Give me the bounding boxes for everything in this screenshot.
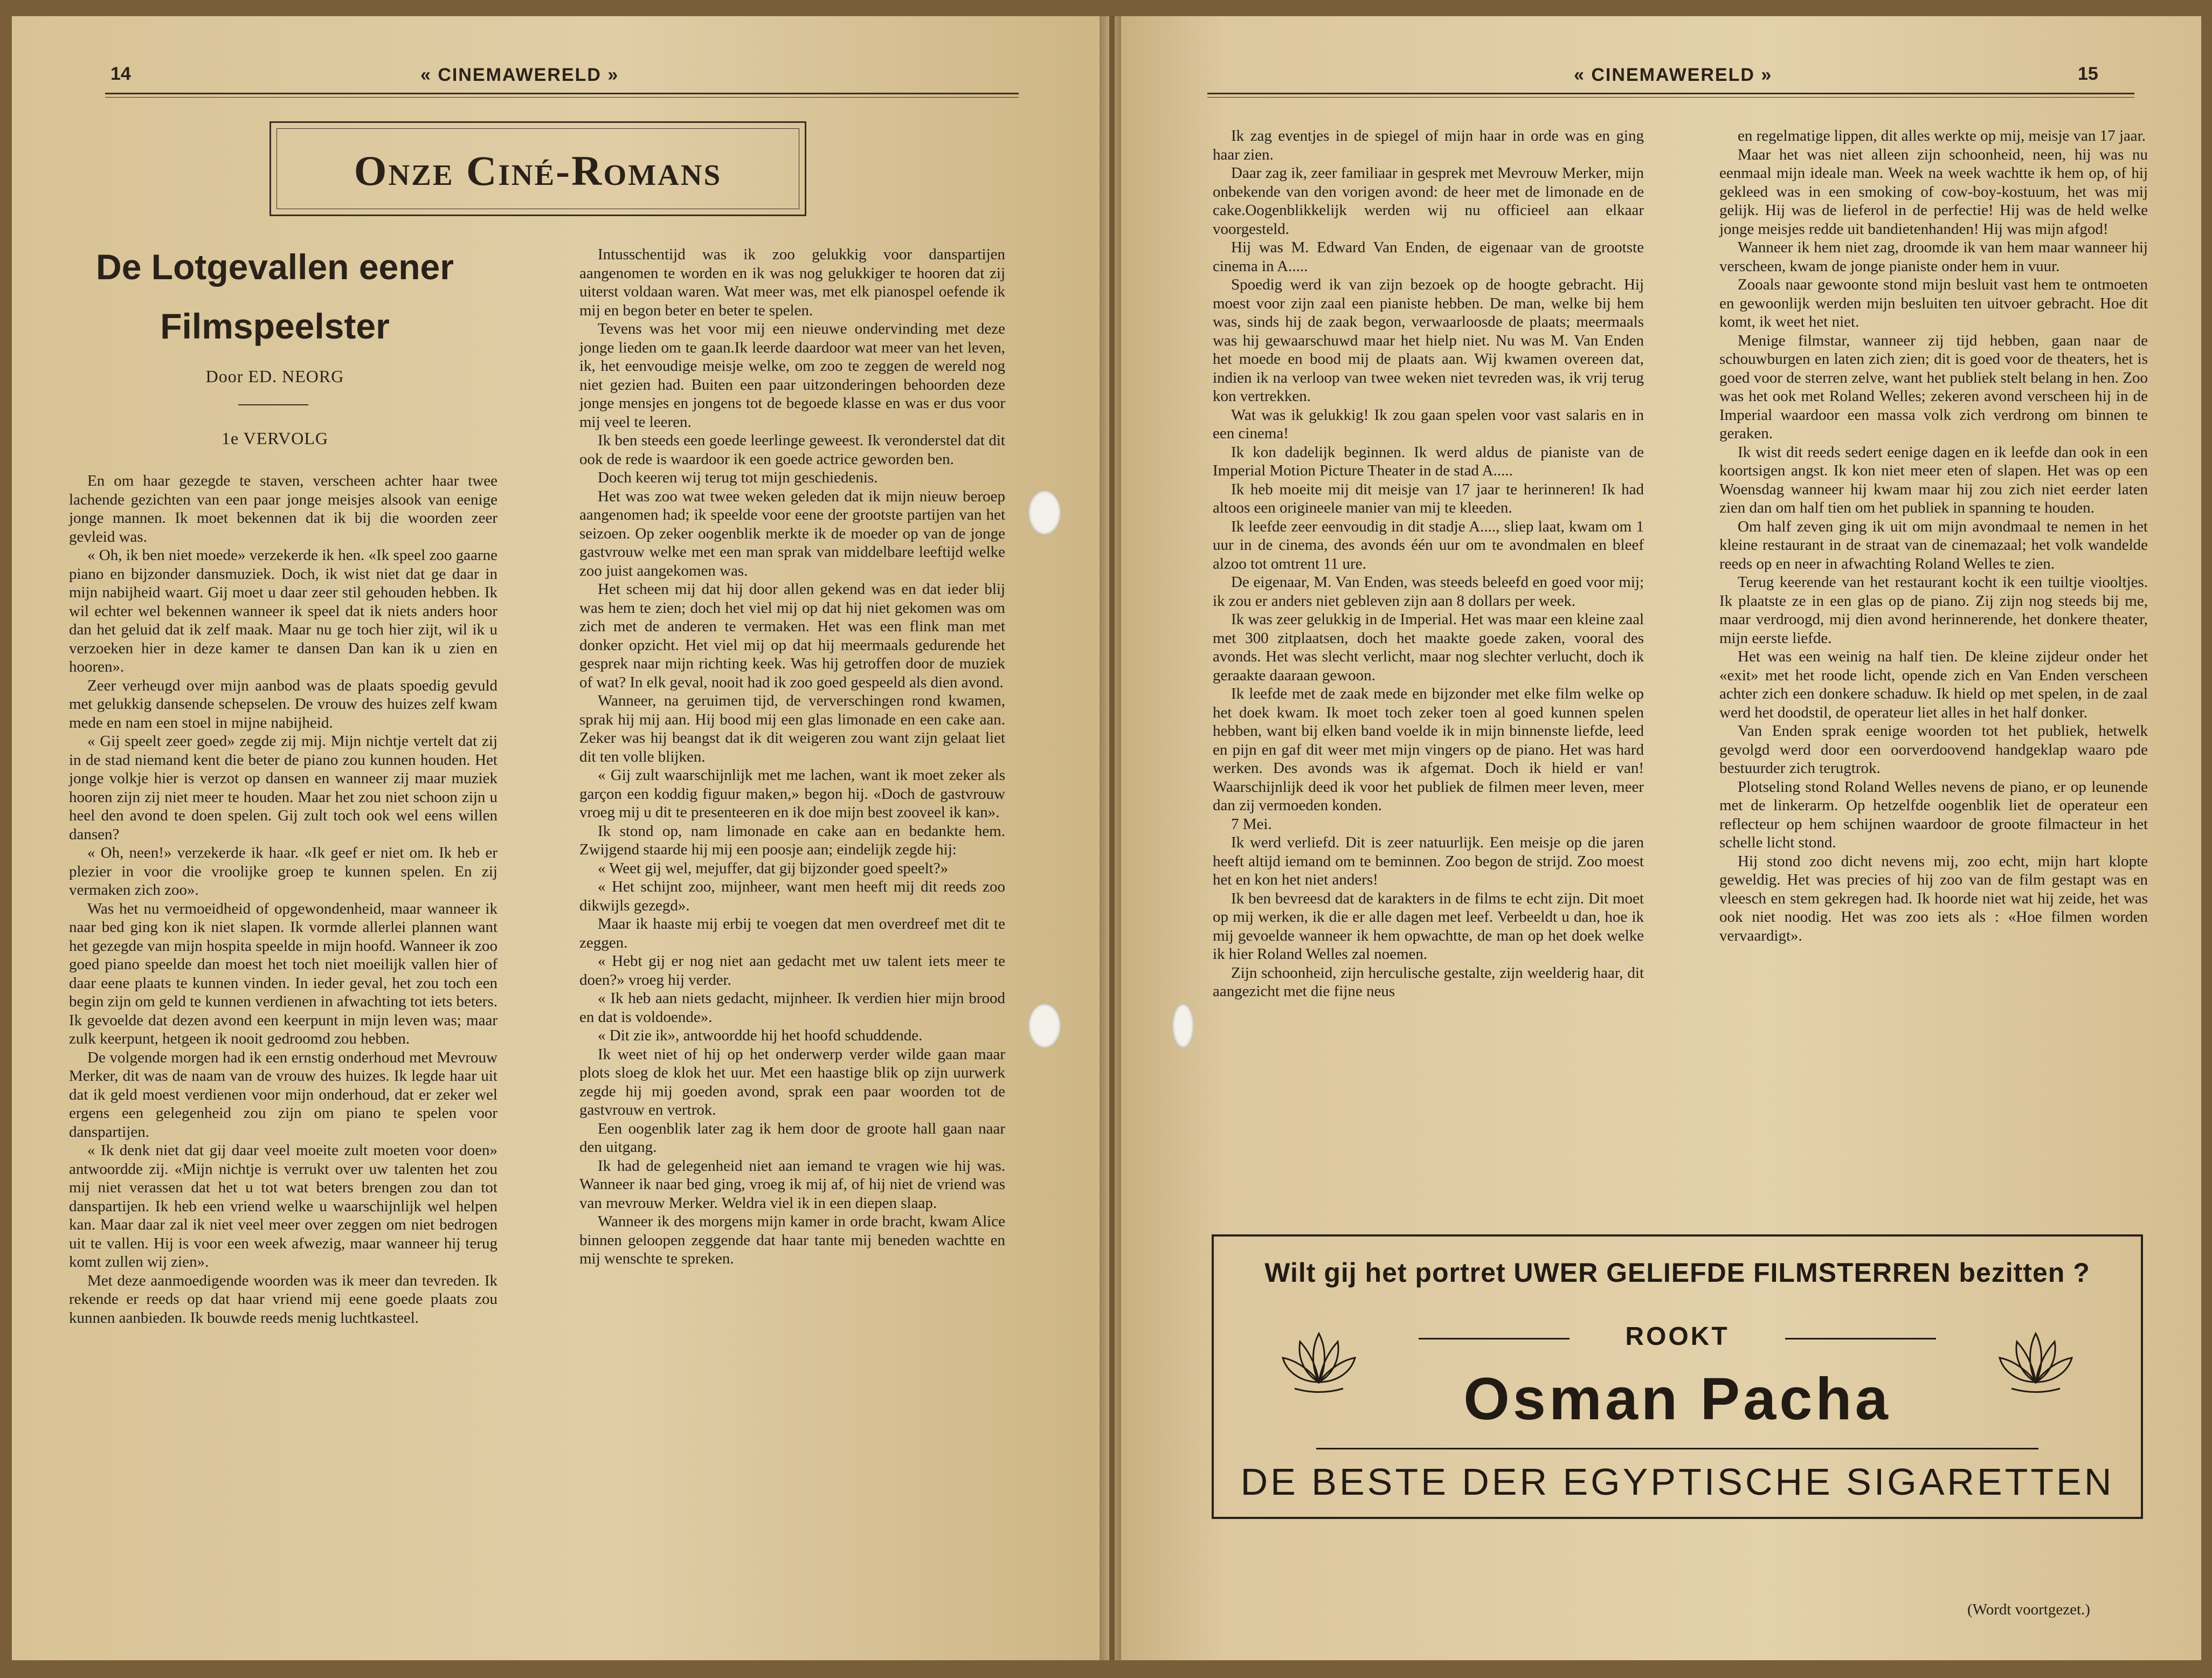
- binding-hole-right: [1172, 1004, 1194, 1048]
- paragraph: De volgende morgen had ik een ernstig onderhoud met Mevrouw Merker, dit was de naam van de vrouw des huizes. Ik legde haar uit dat ik geld moest verdienen voor mijn onderhoud, dat er zeker wel ergens een gelegenheid zou zijn om piano te spelen voor danspartijen.: [69, 1048, 497, 1141]
- section-title: Onze Ciné-Romans: [354, 147, 722, 194]
- paragraph: Zijn schoonheid, zijn herculische gestalte, zijn weelderig haar, dit aangezicht met die fijne neus: [1213, 964, 1644, 1000]
- article-column-1: [69, 472, 497, 1327]
- paragraph: Ik weet niet of hij op het onderwerp verder wilde gaan maar plots sloeg de klok het uur. Met een haastige blik op zijn uurwerk zegde hij mij goeden avond, sprak een paar woorden tot de gastvrouw en vertrok.: [579, 1045, 1005, 1118]
- header-rule-left: [105, 93, 1019, 94]
- ad-rule-right: [1785, 1338, 1936, 1339]
- paragraph: Het scheen mij dat hij door allen gekend was en dat ieder blij was hem te zien; doch het viel mij op dat hij niet gekomen was om zich met de anderen te vermaken. Het was een flink man met donker opzicht. Het viel mij op dat hij meermaals gedurende het gesprek naar mijn richting keek. Was hij getroffen door de muziek of wat? In elk geval, nooit had ik zoo goed gespeeld als dien avond.: [579, 581, 1005, 691]
- installment-label: 1e VERVOLG: [222, 429, 328, 448]
- paragraph: Ik had de gelegenheid niet aan iemand te vragen wie hij was. Wanneer ik naar bed ging, vroeg ik mij af, of hij niet de vriend was van mevrouw Merker. Weldra viel ik in een diepen slaap.: [579, 1157, 1005, 1212]
- paragraph: Ik werd verliefd. Dit is zeer natuurlijk. Een meisje op die jaren heeft altijd iemand om te beminnen. Zoo begon de strijd. Zoo moest het en kon het niet anders!: [1213, 834, 1644, 888]
- paragraph: Het was zoo wat twee weken geleden dat ik mijn nieuw beroep aangenomen had; ik speelde voor eene der grootste partijen van het seizoen. Op zeker oogenblik merkte ik de moeder op van de jonge gastvrouw welke met een man sprak van middelbare leeftijd welke zoo juist aangekomen was.: [579, 487, 1005, 579]
- header-rule-right-thin: [1207, 97, 2134, 98]
- paragraph: « Ik heb aan niets gedacht, mijnheer. Ik verdien hier mijn brood en dat is voldoende».: [579, 990, 1005, 1026]
- paragraph: Van Enden sprak eenige woorden tot het publiek, hetwelk gevolgd werd door een oorverdoovend handgeklap waaro pde bestuurder zich terugtrok.: [1719, 722, 2148, 777]
- paragraph: Wanneer, na geruimen tijd, de ververschingen rond kwamen, sprak hij mij aan. Hij bood mij een glas limonade en een cake aan. Zeker was hij beangst dat ik dit weigeren zou want zijn gelaat liet dit ten volle blijken.: [579, 692, 1005, 765]
- paragraph: Maar het was niet alleen zijn schoonheid, neen, hij was nu eenmaal mijn ideale man. Week na week wachtte ik hem op, of hij gekleed was in een smoking of cow-boy-kostuum, het was mij gelijk. Hij was de lieferol in de perfectie! Hij was de held welke jonge meisjes redde uit bandietenhanden! Hij was mijn afgod!: [1719, 146, 2148, 238]
- center-fold: [1100, 16, 1121, 1660]
- paragraph: Een oogenblik later zag ik hem door de groote hall gaan naar den uitgang.: [579, 1120, 1005, 1156]
- ad-divider: [1316, 1448, 2038, 1449]
- article-column-2: [579, 245, 1005, 1268]
- paragraph: Wanneer ik hem niet zag, droomde ik van hem maar wanneer hij verscheen, kwam de jonge pianiste onder hem in vuur.: [1719, 239, 2148, 275]
- paragraph: en regelmatige lippen, dit alles werkte op mij, meisje van 17 jaar.: [1738, 127, 2146, 144]
- paragraph: « Oh, neen!» verzekerde ik haar. «Ik geef er niet om. Ik heb er plezier in voor die vroolijke groep te kunnen spelen. En zij vermaken zich zoo».: [69, 844, 497, 899]
- paragraph: Ik was zeer gelukkig in de Imperial. Het was maar een kleine zaal met 300 zitplaatsen, doch het maakte goede zaken, vooral des avonds. Het was slecht verlicht, maar nog slechter verlucht, doch ik geraakte daaraan gewoon.: [1213, 611, 1644, 684]
- article-column-4: [1719, 127, 2148, 945]
- paragraph: Plotseling stond Roland Welles nevens de piano, er op leunende met de linkerarm. Op hetzelfde oogenblik liet de operateur een reflecteur op hem schijnen waardoor de groote filmacteur in het schelle licht stond.: [1719, 778, 2148, 851]
- paragraph: Ik zag eventjes in de spiegel of mijn haar in orde was en ging haar zien.: [1213, 127, 1644, 163]
- header-rule-right: [1207, 93, 2134, 94]
- paragraph: Wanneer ik des morgens mijn kamer in orde bracht, kwam Alice binnen geloopen zeggende dat haar tante mij beneden wachtte en mij wenschte te spreken.: [579, 1213, 1005, 1267]
- paragraph: « Gij speelt zeer goed» zegde zij mij. Mijn nichtje vertelt dat zij in de stad niemand kent die beter de piano zou kunnen houden. Het jonge volkje hier is verzot op dansen en wanneer zij maar muziek hooren zijn zij niet meer te houden. Maar het zou niet schoon zijn u heel den avond te doen spelen. Gij zult toch ook wel eens willen dansen?: [69, 733, 497, 843]
- paragraph: Zooals naar gewoonte stond mijn besluit vast hem te ontmoeten en gewoonlijk werden mijn besluiten ten uitvoer gebracht. Hoe dit komt, ik weet het niet.: [1719, 276, 2148, 330]
- binding-hole-lower: [1028, 1004, 1061, 1048]
- section-title-box: [269, 121, 806, 216]
- paragraph: De eigenaar, M. Van Enden, was steeds beleefd en goed voor mij; ik zou er anders niet gebleven zijn aan 8 dollars per week.: [1213, 574, 1644, 610]
- ad-question: Wilt gij het portret UWER GELIEFDE FILMSTERREN bezitten ?: [1264, 1258, 2090, 1288]
- paragraph: Zeer verheugd over mijn aanbod was de plaats spoedig gevuld met gelukkig dansende schepselen. De vrouw des huizes zelf kwam mede en nam een stoel in mijne nabijheid.: [69, 676, 497, 731]
- paragraph: Daar zag ik, zeer familiaar in gesprek met Mevrouw Merker, mijn onbekende van den vorigen avond: de heer met de limonade en de cake.Oogenblikkelijk werden wij nu officieel aan elkaar voorgesteld.: [1213, 164, 1644, 238]
- paragraph: « Ik denk niet dat gij daar veel moeite zult moeten voor doen» antwoordde zij. «Mijn nichtje is verrukt over uw talenten het zou mij niet verassen dat het u tot wat beters brengen zou dan tot danspartijen. Ik heb een vriend welke u waarschijnlijk wel helpen kan. Maar daar zal ik niet veel meer over zeggen om niet bedrogen uit te vallen. Hij is voor een week afwezig, maar wanneer hij terug komt zullen wij zien».: [69, 1142, 497, 1270]
- cigarette-advertisement: [1212, 1234, 2143, 1519]
- article-column-3: [1213, 127, 1644, 1001]
- paragraph: « Gij zult waarschijnlijk met me lachen, want ik moet zeker als garçon een koddig figuur maken,» begon hij. «Doch de gastvrouw vroeg mij u dit te presenteeren en ik doe mijn best zooveel ik kan».: [579, 767, 1005, 821]
- page-number-left: 14: [110, 64, 131, 84]
- page-number-right: 15: [2078, 64, 2098, 84]
- paragraph: Terug keerende van het restaurant kocht ik een tuiltje viooltjes. Ik plaatste ze in een glas op de piano. Zij zijn nog steeds bij me, maar verdroogd, mij dien avond herinnerende, het donkere theater, mijn eerste liefde.: [1719, 574, 2148, 647]
- paragraph: Ik stond op, nam limonade en cake aan en bedankte hem. Zwijgend staarde hij mij een poosje aan; eindelijk zegde hij:: [579, 822, 1005, 858]
- paragraph: Ik kon dadelijk beginnen. Ik werd aldus de pianiste van de Imperial Motion Picture Theater in de stad A.....: [1213, 443, 1644, 479]
- paragraph: Was het nu vermoeidheid of opgewondenheid, maar wanneer ik naar bed ging kon ik niet slapen. Ik vormde allerlei plannen want het gezegde van mijn hospita speelde in mijn hoofd. Wanneer ik zoo goed piano speelde dan moest het toch niet moeilijk vallen hier of daar eene plaats te kunnen vinden. In ieder geval, het zou toch een begin zijn om geld te kunnen verdienen in afwachting tot iets beters. Ik gevoelde dat dezen avond een keerpunt in mijn leven was; maar zulk keerpunt, hetgeen ik nooit gedroomd zou hebben.: [69, 900, 497, 1047]
- paragraph: Hij stond zoo dicht nevens mij, zoo echt, mijn hart klopte geweldig. Het was precies of hij zoo van de film gestapt was en vleesch en stem gekregen had. Ik hoorde niet wat hij zeide, het was ook niet noodig. Het was zoo iets als : «Hoe filmen worden vervaardigt».: [1719, 852, 2148, 944]
- paragraph: Het was een weinig na half tien. De kleine zijdeur onder het «exit» met het roode licht, opende zich en Van Enden verscheen achter zich een donkere schaduw. Ik hield op met spelen, in de zaal werd het doodstil, de operateur liet alles in het half donker.: [1719, 648, 2148, 721]
- masthead-left: « CINEMAWERELD »: [420, 65, 619, 85]
- paragraph: Wat was ik gelukkig! Ik zou gaan spelen voor vast salaris en in een cinema!: [1213, 406, 1644, 442]
- paragraph: « Oh, ik ben niet moede» verzekerde ik hen. «Ik speel zoo gaarne piano en bijzonder dansmuziek. Doch, ik wist niet dat ge daar in mijn nabijheid waart. Gij moet u daar zeer stil gehouden hebben. Ik wil echter wel bekennen wanneer ik speel dat ik niets anders hoor dan het geluid dat ik zelf maak. Maar nu ge toch hier zijt, wil ik u verzoeken hier in deze kamer te dansen Dan kan ik u zien en hooren».: [69, 547, 497, 675]
- byline: Door ED. NEORG: [205, 367, 344, 386]
- paragraph: Doch keeren wij terug tot mijn geschiedenis.: [598, 469, 878, 486]
- paragraph: Menige filmstar, wanneer zij tijd hebben, gaan naar de schouwburgen en laten zich zien; dit is goed voor de theaters, het is goed voor de sterren zelve, want het publiek stelt belang in hen. Zoo was het ook met Roland Welles; zekeren avond verscheen hij in de Imperial waardoor een massa volk zich verdrong om binnen te geraken.: [1719, 332, 2148, 442]
- paragraph: Maar ik haaste mij erbij te voegen dat men overdreef met dit te zeggen.: [579, 915, 1005, 951]
- paragraph: « Hebt gij er nog niet aan gedacht met uw talent iets meer te doen?» vroeg hij verder.: [579, 952, 1005, 989]
- story-title: De Lotgevallen eener Filmspeelster: [96, 247, 454, 346]
- paragraph: Ik leefde met de zaak mede en bijzonder met elke film welke op het doek kwam. Ik moet toch zeker toen al goed kunnen spelen hebben, want bij elken band voelde ik in mijn binnenste liefde, leed en pijn en gaf dit weer met mijn vingers op de piano. Het was hard werken. Des avonds was ik afgemat. Doch ik hield er van! Waarschijnlijk deed ik voor het publiek de filmen meer leven, meer dan zij vermoeden konden.: [1213, 685, 1644, 814]
- paragraph: « Weet gij wel, mejuffer, dat gij bijzonder goed speelt?»: [598, 859, 949, 877]
- paragraph: Spoedig werd ik van zijn bezoek op de hoogte gebracht. Hij moest voor zijn zaal een pianiste hebben. De man, welke bij hem was, sinds hij de zaak begon, verwaarloosde de plaats; meermaals was hij gewaarschuwd maar het hielp niet. Nu was M. Van Enden het moede en bood mij de plaats aan. Wij kwamen overeen dat, indien ik na verloop van twee weken niet tevreden was, ik vrij terug kon vertrekken.: [1213, 276, 1644, 405]
- paragraph: En om haar gezegde te staven, verscheen achter haar twee lachende gezichten van een paar jonge meisjes alsook van eenige jonge mannen. Ik moet bekennen dat ik bij die woorden zeer gevleid was.: [69, 472, 497, 545]
- paragraph: Hij was M. Edward Van Enden, de eigenaar van de grootste cinema in A.....: [1213, 239, 1644, 275]
- paragraph: Tevens was het voor mij een nieuwe ondervinding met deze jonge lieden om te gaan.Ik leerde daardoor wat meer van het leven, ik, het eenvoudige meisje welke, om zoo te zeggen de wereld nog niet gezien had. Buiten een paar uitzonderingen behoorden deze jonge mensjes en jongens tot de begoede klasse en was er dus voor mij veel te leeren.: [579, 320, 1005, 431]
- paragraph: Om half zeven ging ik uit om mijn avondmaal te nemen in het kleine restaurant in de straat van de cinemazaal; het volk wandelde reeds op en neer in afwachting Roland Welles te zien.: [1719, 517, 2148, 572]
- paragraph: Ik leefde zeer eenvoudig in dit stadje A...., sliep laat, kwam om 1 uur in de cinema, des avonds één uur om te avondmalen en bleef alzoo tot omtrent 11 ure.: [1213, 517, 1644, 572]
- paragraph: Ik heb moeite mij dit meisje van 17 jaar te herinneren! Ik had altoos een origineele manier van mij te kleeden.: [1213, 480, 1644, 516]
- binding-hole-upper: [1028, 491, 1061, 535]
- paragraph: Ik wist dit reeds sedert eenige dagen en ik leefde dan ook in een koortsigen angst. Ik kon niet meer eten of slapen. Het was op een Woensdag wanneer hij kwam maar hij zou zich niet eerder laten zien dan om half tien om het publiek in spanning te houden.: [1719, 443, 2148, 516]
- paragraph: Met deze aanmoedigende woorden was ik meer dan tevreden. Ik rekende er reeds op dat haar vriend mij eene goede plaats zou kunnen aanbieden. Ik bouwde reeds menig luchtkasteel.: [69, 1272, 497, 1327]
- byline-rule: [238, 404, 308, 405]
- paragraph: « Het schijnt zoo, mijnheer, want men heeft mij dit reeds zoo dikwijls gezegd».: [579, 878, 1005, 914]
- paragraph: Intusschentijd was ik zoo gelukkig voor danspartijen aangenomen te worden en ik was nog gelukkiger te hooren dat zij uiterst voldaan waren. Wat meer was, met elk pianospel oefende ik mij en begon beter en beter te spelen.: [579, 246, 1005, 319]
- paragraph: 7 Mei.: [1231, 815, 1272, 833]
- ad-tagline: DE BESTE DER EGYPTISCHE SIGARETTEN: [1240, 1461, 2114, 1503]
- paragraph: Ik ben bevreesd dat de karakters in de films te echt zijn. Dit moet op mij werken, ik die er alle dagen met leef. Verbeeldt u dan, hoe ik mij gevoelde wanneer ik hem opwachtte, de man op het doek welke ik hier Roland Welles zal noemen.: [1213, 889, 1644, 963]
- ad-brand-name: Osman Pacha: [1463, 1366, 1891, 1432]
- continued-note: (Wordt voortgezet.): [1967, 1601, 2090, 1618]
- ad-rookt-label: ROOKT: [1625, 1322, 1730, 1351]
- paragraph: Ik ben steeds een goede leerlinge geweest. Ik veronderstel dat dit ook de rede is waardoor ik een goede actrice geworden ben.: [579, 432, 1005, 468]
- paragraph: « Dit zie ik», antwoordde hij het hoofd schuddende.: [598, 1027, 923, 1044]
- header-rule-left-thin: [105, 97, 1019, 98]
- masthead-right: « CINEMAWERELD »: [1574, 65, 1773, 85]
